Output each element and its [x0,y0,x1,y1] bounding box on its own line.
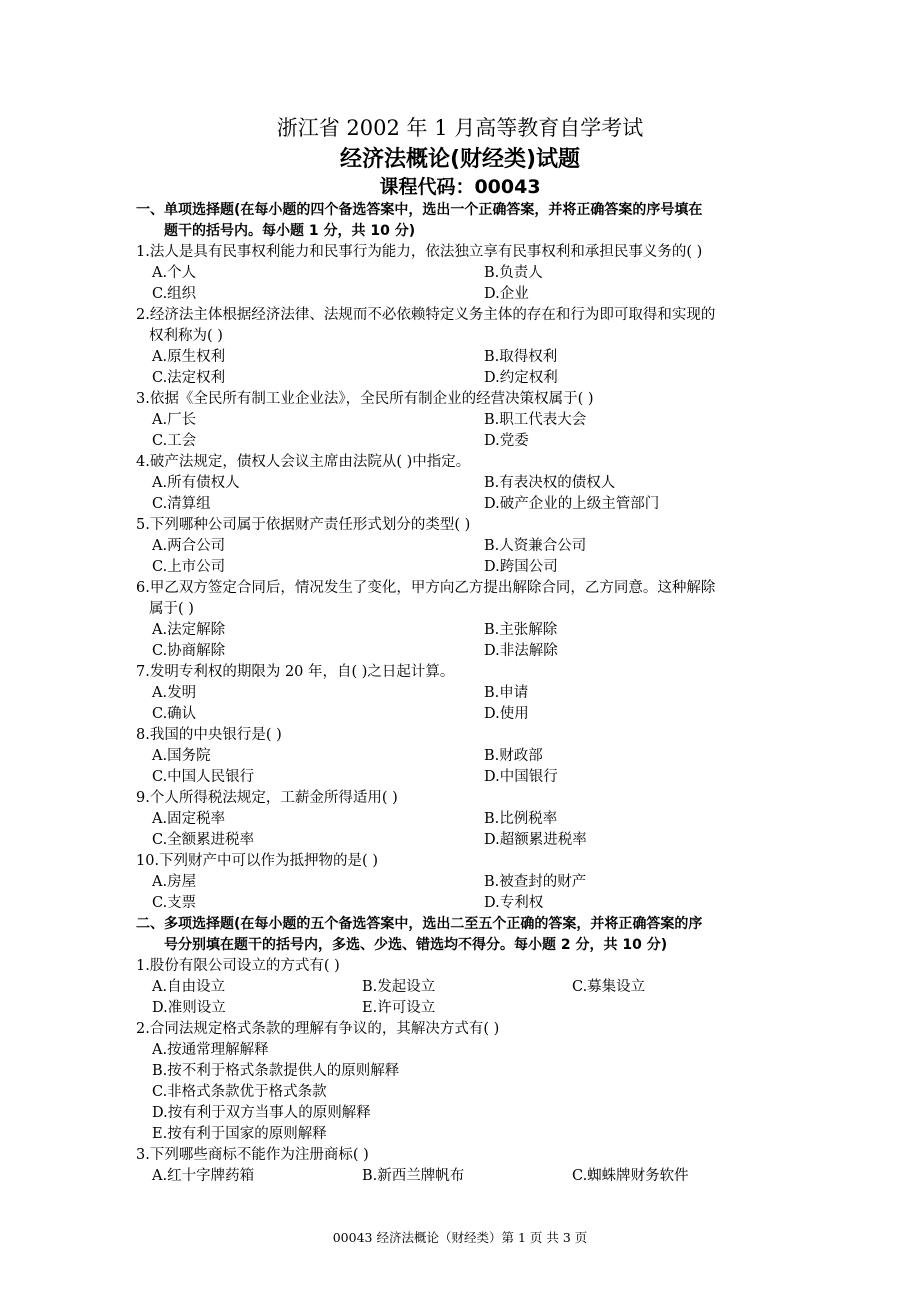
option: C.确认 [152,706,197,722]
option-row [136,998,816,1019]
option: C.清算组 [152,496,211,512]
option: B.按不利于格式条款提供人的原则解释 [152,1063,400,1079]
option: B.被查封的财产 [484,874,587,890]
option: B.职工代表大会 [484,412,587,428]
question-stem: 10.下列财产中可以作为抵押物的是( ) [136,853,378,869]
option-row [136,893,816,914]
section2-heading: 二、多项选择题(在每小题的五个备选答案中，选出二至五个正确的答案，并将正确答案的序 [136,916,703,932]
question-stem: 8.我国的中央银行是( ) [136,727,282,743]
option: D.准则设立 [152,1000,226,1016]
option: A.固定税率 [152,811,226,827]
option: B.主张解除 [484,622,558,638]
option-row [136,746,816,767]
option-row [136,410,816,431]
option: B.申请 [484,685,529,701]
question-stem-cont: 属于( ) [149,601,194,617]
option: C.中国人民银行 [152,769,255,785]
question-stem: 3.依据《全民所有制工业企业法》，全民所有制企业的经营决策权属于( ) [136,391,594,407]
option-row [136,809,816,830]
option-row [136,347,816,368]
option: A.个人 [152,265,197,281]
option: C.募集设立 [572,979,646,995]
option: A.法定解除 [152,622,226,638]
option-row [136,473,816,494]
exam-content [136,200,816,1187]
option: D.约定权利 [484,370,558,386]
option: A.厂长 [152,412,197,428]
question-stem: 5.下列哪种公司属于依据财产责任形式划分的类型( ) [136,517,471,533]
option: A.自由设立 [152,979,226,995]
option: A.原生权利 [152,349,226,365]
option: C.组织 [152,286,197,302]
question-stem: 4.破产法规定，债权人会议主席由法院从( )中指定。 [136,454,471,470]
question-stem: 2.经济法主体根据经济法律、法规而不必依赖特定义务主体的存在和行为即可取得和实现的 [136,307,716,323]
option-row [136,872,816,893]
option-row [136,263,816,284]
option-row [136,767,816,788]
option: D.企业 [484,286,529,302]
option-row [136,641,816,662]
option: C.非格式条款优于格式条款 [152,1084,327,1100]
option: A.发明 [152,685,197,701]
option-row [136,368,816,389]
option: E.许可设立 [362,1000,436,1016]
course-code: 课程代码：00043 [379,176,541,198]
question-stem: 1.股份有限公司设立的方式有( ) [136,958,340,974]
option-row [136,557,816,578]
exam-title-line1: 浙江省 2002 年 1 月高等教育自学考试 [276,116,644,140]
option: C.工会 [152,433,197,449]
section1-heading: 一、单项选择题(在每小题的四个备选答案中，选出一个正确答案，并将正确答案的序号填在 [136,202,703,218]
option: B.比例税率 [484,811,558,827]
exam-title-line2: 经济法概论(财经类)试题 [339,147,581,172]
question-stem: 1.法人是具有民事权利能力和民事行为能力，依法独立享有民事权利和承担民事义务的( ) [136,244,703,260]
option: D.中国银行 [484,769,558,785]
option: D.按有利于双方当事人的原则解释 [152,1105,371,1121]
option-row [136,494,816,515]
option: D.使用 [484,706,529,722]
option-row [136,284,816,305]
option: C.蜘蛛牌财务软件 [572,1168,689,1184]
option: D.跨国公司 [484,559,558,575]
option: A.红十字牌药箱 [152,1168,255,1184]
option: C.法定权利 [152,370,226,386]
option: A.所有债权人 [152,475,240,491]
question-stem: 3.下列哪些商标不能作为注册商标( ) [136,1147,369,1163]
option-row [136,704,816,725]
option: C.全额累进税率 [152,832,255,848]
option-row [136,431,816,452]
question-stem: 7.发明专利权的期限为 20 年，自( )之日起计算。 [136,664,455,680]
section1-heading-cont: 题干的括号内。每小题 1 分，共 10 分) [164,223,416,239]
question-stem: 9.个人所得税法规定，工薪金所得适用( ) [136,790,398,806]
option: A.两合公司 [152,538,226,554]
option: B.发起设立 [362,979,436,995]
option: D.破产企业的上级主管部门 [484,496,660,512]
option: A.房屋 [152,874,197,890]
option: B.财政部 [484,748,543,764]
option: C.协商解除 [152,643,226,659]
option: D.专利权 [484,895,544,911]
option: A.按通常理解解释 [152,1042,269,1058]
option: B.负责人 [484,265,543,281]
option-row [136,683,816,704]
question-stem: 2.合同法规定格式条款的理解有争议的，其解决方式有( ) [136,1021,500,1037]
option-row [136,977,816,998]
option: D.超额累进税率 [484,832,587,848]
option: B.新西兰牌帆布 [362,1168,465,1184]
section2-heading-cont: 号分别填在题干的括号内，多选、少选、错选均不得分。每小题 2 分，共 10 分) [164,937,668,953]
option: B.取得权利 [484,349,558,365]
option: E.按有利于国家的原则解释 [152,1126,327,1142]
question-stem-cont: 权利称为( ) [149,328,223,344]
option-row [136,536,816,557]
option: A.国务院 [152,748,211,764]
question-stem: 6.甲乙双方签定合同后，情况发生了变化，甲方向乙方提出解除合同，乙方同意。这种解除 [136,580,716,596]
option: B.人资兼合公司 [484,538,587,554]
option: C.上市公司 [152,559,226,575]
option: D.党委 [484,433,529,449]
option-row [136,830,816,851]
option: C.支票 [152,895,197,911]
option: B.有表决权的债权人 [484,475,616,491]
option-row [136,1166,816,1187]
option-row [136,620,816,641]
page-footer: 00043 经济法概论（财经类）第 1 页 共 3 页 [332,1230,588,1245]
option: D.非法解除 [484,643,558,659]
